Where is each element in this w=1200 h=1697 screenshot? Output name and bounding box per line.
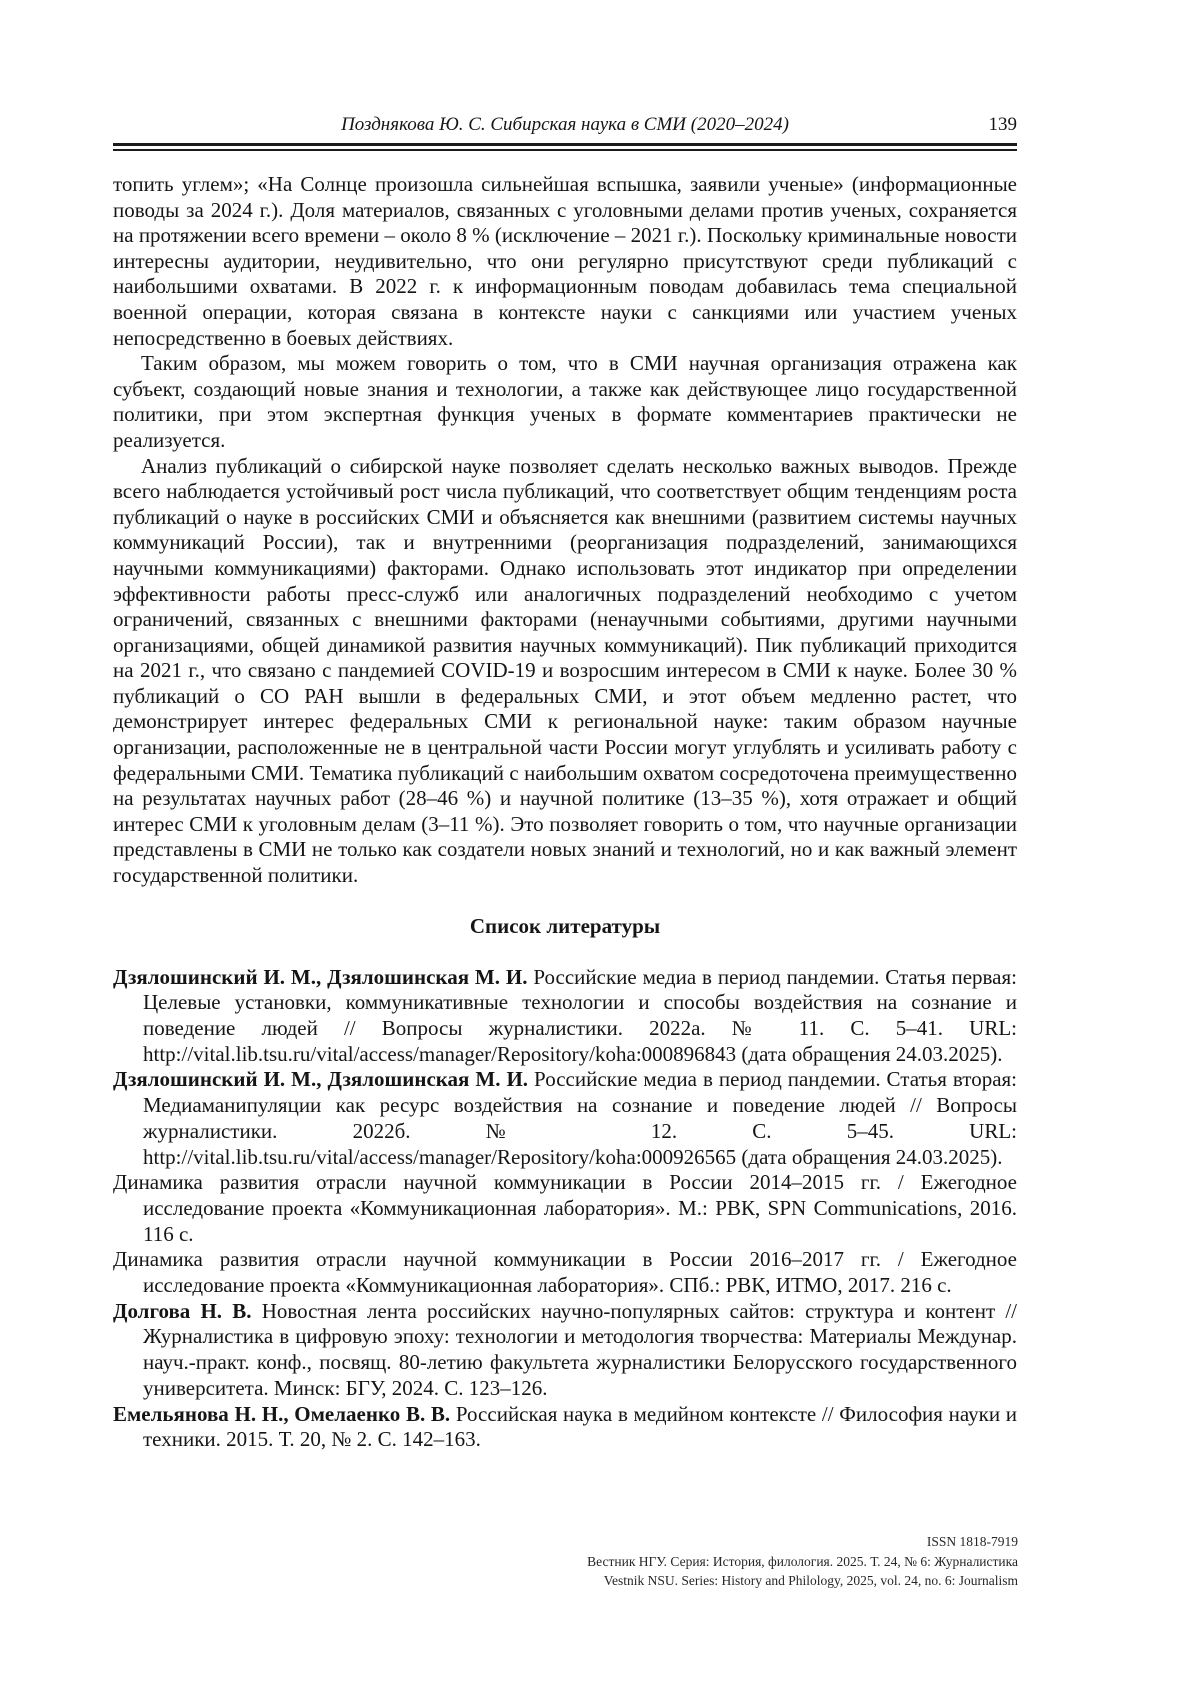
reference-authors: Дзялошинский И. М., Дзялошинская М. И.	[113, 1067, 529, 1092]
body-paragraph: Анализ публикаций о сибирской науке позволяет сделать несколько важных выводов. Прежде всего наблюдается устойчивый рост числа публикаций, что соответствует общим тенденциям роста публикаций о науке в российских СМИ и объясняется как внешними (развитием системы научных коммуникаций России), так и внутренними (реорганизация подразделений, занимающихся научными коммуникациями) факторами. Однако использовать этот индикатор при определении эффективности работы пресс-служб или аналогичных подразделений необходимо с учетом ограничений, связанных с внешними факторами (ненаучными событиями, другими научными организациями, общей динамикой развития научных коммуникаций). Пик публикаций приходится на 2021 г., что связано с пандемией COVID-19 и возросшим интересом в СМИ к науке. Более 30 % публикаций о СО РАН вышли в федеральных СМИ, и этот объем медленно растет, что демонстрирует интерес федеральных СМИ к региональной науке: таким образом научные организации, расположенные не в центральной части России могут углублять и усиливать работу с федеральными СМИ. Тематика публикаций с наибольшим охватом сосредоточена преимущественно на результатах научных работ (28–46 %) и научной политике (13–35 %), хотя отражает и общий интерес СМИ к уголовным делам (3–11 %). Это позволяет говорить о том, что научные организации представлены в СМИ не только как создатели новых знаний и технологий, но и как важный элемент государственной политики.	[113, 453, 1017, 888]
body-paragraph: Таким образом, мы можем говорить о том, что в СМИ научная организация отражена как субъект, создающий новые знания и технологии, а также как действующее лицо государственной политики, при этом экспертная функция ученых в формате комментариев практически не реализуется.	[113, 351, 1017, 452]
reference-item: Емельянова Н. Н., Омелаенко В. В. Российская наука в медийном контексте // Философия науки и техники. 2015. Т. 20, № 2. С. 142–163.	[113, 1401, 1018, 1452]
running-head	[113, 114, 1017, 138]
reference-item: Динамика развития отрасли научной коммуникации в России 2016–2017 гг. / Ежегодное исследование проекта «Коммуникационная лаборатория». СПб.: РВК, ИТМО, 2017. 216 с.	[113, 1247, 1017, 1298]
references-heading: Список литературы	[469, 913, 661, 938]
footer-issn: ISSN 1818-7919	[926, 1534, 1018, 1549]
reference-item: Дзялошинский И. М., Дзялошинская М. И. Российские медиа в период пандемии. Статья первая: Целевые установки, коммуникативные технологии и способы воздействия на сознание и поведение людей // Вопросы журналистики. 2022а. № 11. С. 5–41. URL: http://vital.lib.tsu.ru/vital/access/manager/Repository/koha:000896843 (дата обращения 24.03.2025).	[113, 964, 1018, 1066]
reference-item: Долгова Н. В. Новостная лента российских научно-популярных сайтов: структура и контент // Журналистика в цифровую эпоху: технологии и методология творчества: Материалы Междунар. науч.-практ. конф., посвящ. 80-летию факультета журналистики Белорусского государственного университета. Минск: БГУ, 2024. С. 123–126.	[113, 1298, 1017, 1400]
journal-page	[113, 0, 1017, 1453]
footer-journal-en: Vestnik NSU. Series: History and Philology, 2025, vol. 24, no. 6: Journalism	[603, 1573, 1018, 1588]
footer-journal-ru: Вестник НГУ. Серия: История, филология. 2025. Т. 24, № 6: Журналистика	[587, 1553, 1018, 1569]
reference-authors: Дзялошинский И. М., Дзялошинская М. И.	[113, 964, 528, 989]
reference-item: Дзялошинский И. М., Дзялошинская М. И. Российские медиа в период пандемии. Статья вторая: Медиаманипуляции как ресурс воздействия на сознание и поведение людей // Вопросы журналистики. 2022б. № 12. С. 5–45. URL: http://vital.lib.tsu.ru/vital/access/manager/Repository/koha:000926565 (дата обращения 24.03.2025).	[113, 1067, 1018, 1169]
page-number: 139	[988, 114, 1017, 135]
article-body	[113, 172, 1017, 889]
imprint-footer	[587, 1532, 1018, 1591]
references-list	[113, 965, 1017, 1453]
header-divider-rule	[113, 143, 1017, 151]
reference-item: Динамика развития отрасли научной коммуникации в России 2014–2015 гг. / Ежегодное исследование проекта «Коммуникационная лаборатория». М.: РВК, SPN Communications, 2016. 116 с.	[113, 1170, 1017, 1246]
body-paragraph: топить углем»; «На Солнце произошла сильнейшая вспышка, заявили ученые» (информационные поводы за 2024 г.). Доля материалов, связанных с уголовными делами против ученых, сохраняется на протяжении всего времени – около 8 % (исключение – 2021 г.). Поскольку криминальные новости интересны аудитории, неудивительно, что они регулярно присутствуют среди публикаций с наибольшими охватами. В 2022 г. к информационным поводам добавилась тема специальной военной операции, которая связана в контексте науки с санкциями или участием ученых непосредственно в боевых действиях.	[113, 172, 1017, 350]
reference-authors: Емельянова Н. Н., Омелаенко В. В.	[113, 1401, 451, 1426]
running-head-title: Позднякова Ю. С. Сибирская наука в СМИ (2020–2024)	[341, 114, 789, 135]
reference-authors: Долгова Н. В.	[113, 1298, 252, 1323]
